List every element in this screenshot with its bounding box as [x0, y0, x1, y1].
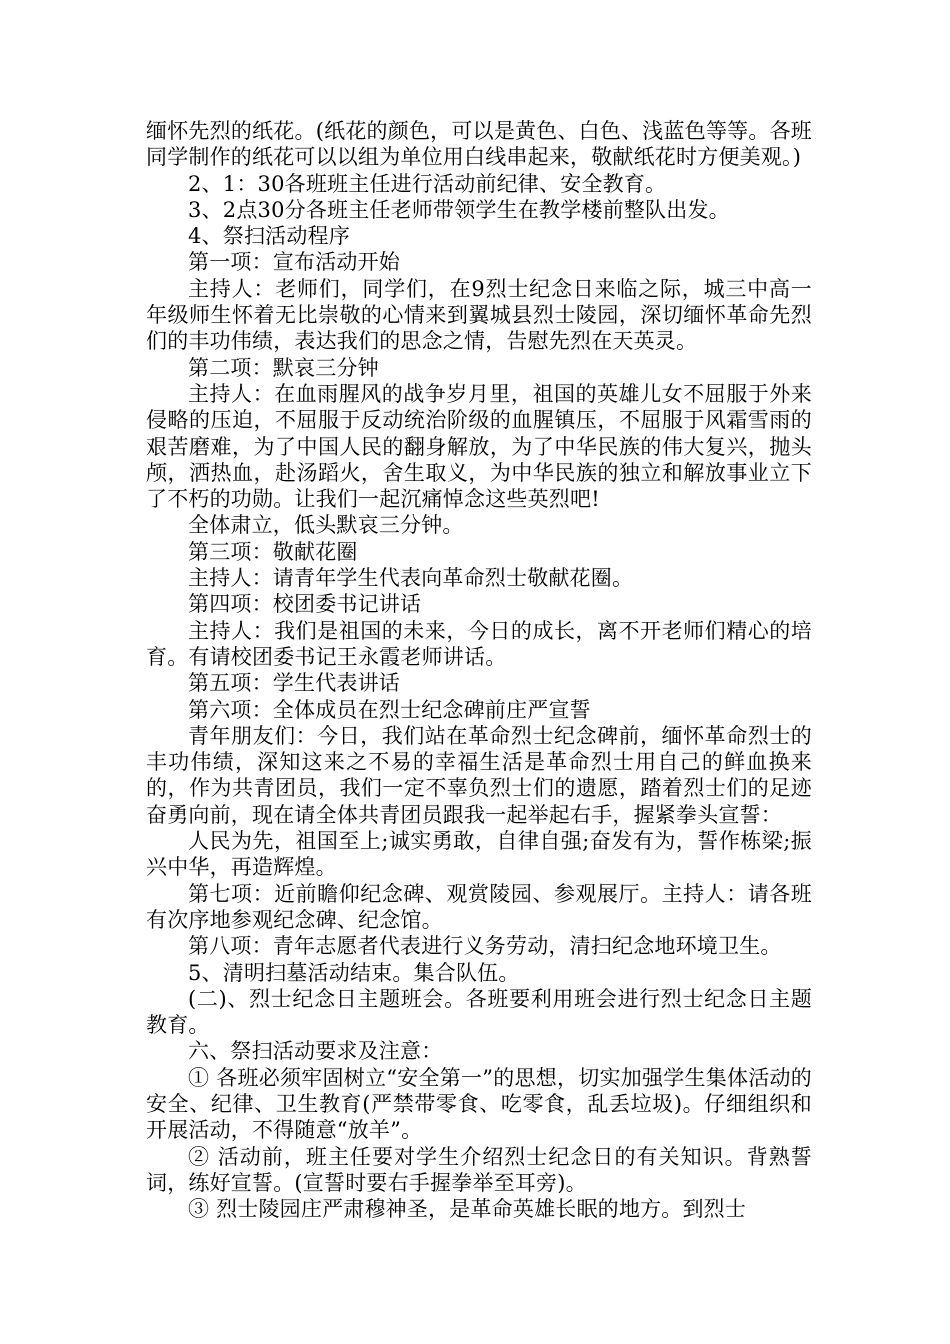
paragraph-item-6: 第六项：全体成员在烈士纪念碑前庄严宣誓	[188, 697, 591, 722]
paragraph-item-2: 第二项：默哀三分钟	[188, 355, 379, 380]
paragraph-step-5: 5、清明扫墓活动结束。集合队伍。	[188, 960, 520, 985]
paragraph-host-1: 主持人：老师们，同学们，在9烈士纪念日来临之际，城三中高一年级师生怀着无比崇敬的心情来到翼城县烈士陵园，深切缅怀革命先烈们的丰功伟绩，表达我们的思念之情，告慰先烈在天英灵。	[146, 276, 812, 354]
paragraph-oath: 人民为先，祖国至上;诚实勇敢，自律自强;奋发有为，誓作栋梁;振兴中华，再造辉煌。	[146, 829, 812, 880]
paragraph-step-2: 2、1：30各班班主任进行活动前纪律、安全教育。	[188, 171, 667, 196]
paragraph-item-3: 第三项：敬献花圈	[188, 539, 358, 564]
paragraph-host-4: 主持人：我们是祖国的未来，今日的成长，离不开老师们精心的培育。有请校团委书记王永霞老师讲话。	[146, 618, 812, 669]
paragraph-requirement-3: ③ 烈士陵园庄严肃穆神圣，是革命英雄长眠的地方。到烈士	[188, 1197, 747, 1222]
paragraph-oath-intro: 青年朋友们：今日，我们站在革命烈士纪念碑前，缅怀革命烈士的丰功伟绩，深知这来之不易的幸福生活是革命烈士用自己的鲜血换来的，作为共青团员，我们一定不辜负烈士们的遗愿，踏着烈士们的足迹奋勇向前，现在请全体共青团员跟我一起举起右手，握紧拳头宣誓：	[146, 723, 812, 827]
paragraph-section-2: (二)、烈士纪念日主题班会。各班要利用班会进行烈士纪念日主题教育。	[146, 986, 812, 1038]
paragraph-item-1: 第一项：宣布活动开始	[188, 250, 400, 275]
paragraph-item-8: 第八项：青年志愿者代表进行义务劳动，清扫纪念地环境卫生。	[188, 934, 782, 959]
paragraph-step-3: 3、2点30分各班主任老师带领学生在教学楼前整队出发。	[188, 197, 730, 222]
paragraph-flower-note: 缅怀先烈的纸花。(纸花的颜色，可以是黄色、白色、浅蓝色等等。各班同学制作的纸花可以以组为单位用白线串起来，敬献纸花时方便美观。)	[146, 119, 812, 170]
paragraph-item-5: 第五项：学生代表讲话	[188, 671, 400, 696]
paragraph-step-4-heading: 4、祭扫活动程序	[188, 224, 350, 249]
paragraph-host-2: 主持人：在血雨腥风的战争岁月里，祖国的英雄儿女不屈服于外来侵略的压迫，不屈服于反动统治阶级的血腥镇压，不屈服于风霜雪雨的艰苦磨难，为了中国人民的翻身解放，为了中华民族的伟大复兴，抛头颅，洒热血，赴汤蹈火，舍生取义，为中华民族的独立和解放事业立下了不朽的功勋。让我们一起沉痛悼念这些英烈吧!	[146, 381, 812, 512]
paragraph-host-3: 主持人：请青年学生代表向革命烈士敬献花圈。	[188, 566, 634, 591]
paragraph-item-7: 第七项：近前瞻仰纪念碑、观赏陵园、参观展厅。主持人：请各班有次序地参观纪念碑、纪念馆。	[146, 881, 812, 932]
paragraph-silence: 全体肃立，低头默哀三分钟。	[188, 513, 464, 538]
paragraph-requirements-heading: 六、祭扫活动要求及注意：	[188, 1039, 443, 1064]
paragraph-item-4: 第四项：校团委书记讲话	[188, 592, 422, 617]
paragraph-requirement-1: ① 各班必须牢固树立“安全第一”的思想，切实加强学生集体活动的安全、纪律、卫生教育(严禁带零食、吃零食，乱丢垃圾)。仔细组织和开展活动，不得随意“放羊”。	[146, 1065, 812, 1143]
document-body	[146, 118, 812, 1222]
paragraph-requirement-2: ② 活动前，班主任要对学生介绍烈士纪念日的有关知识。背熟誓词，练好宣誓。(宣誓时要右手握拳举至耳旁)。	[146, 1144, 812, 1195]
